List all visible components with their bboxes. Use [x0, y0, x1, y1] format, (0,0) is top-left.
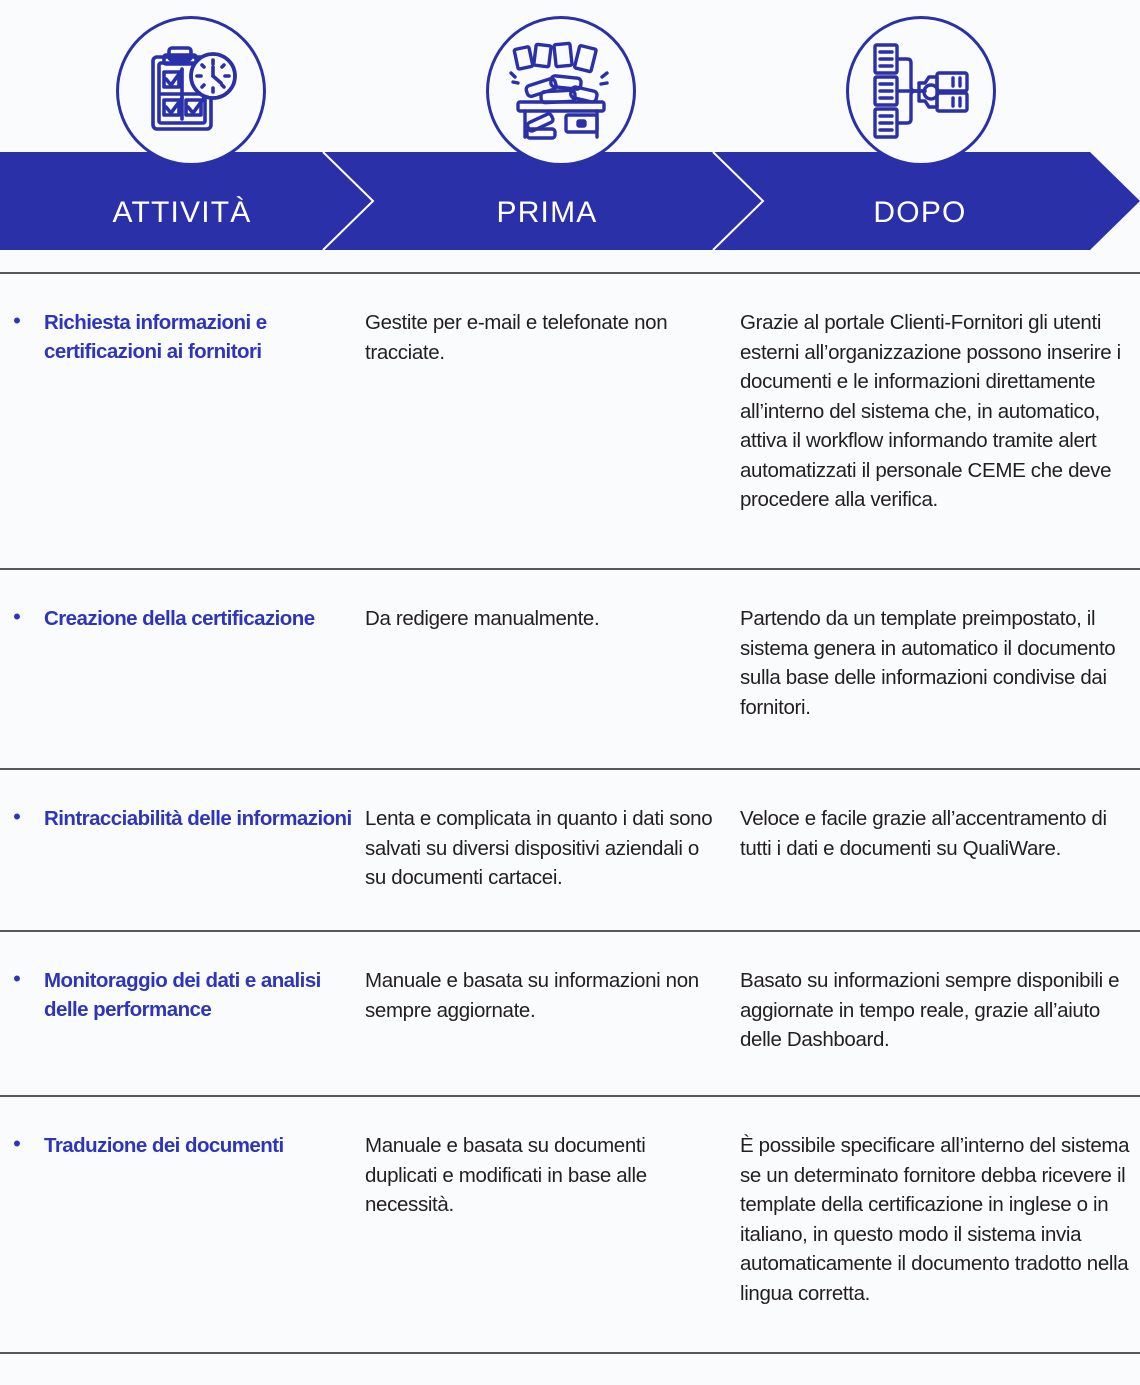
divider-bottom [0, 1352, 1140, 1354]
cell-before [365, 1131, 740, 1220]
table-row [0, 932, 1140, 1095]
process-banner-header [0, 0, 1140, 272]
cell-activity [0, 804, 365, 833]
bullet-icon: • [13, 966, 21, 991]
cell-before [365, 966, 740, 1025]
clipboard-checklist-clock-icon [139, 39, 243, 143]
comparison-table [0, 274, 1140, 1354]
cell-before [365, 308, 740, 367]
before-text: Gestite per e-mail e telefonate non tracciate. [365, 311, 668, 364]
icon-circle-attivita [116, 16, 266, 166]
after-text: Grazie al portale Clienti-Fornitori gli utenti esterni all’organizzazione possono inserire i documenti e le informazioni direttamente all’interno del sistema che, in automatico, attiva il workflow informando tramite alert automatizzati il personale CEME che deve procedere alla verifica. [740, 311, 1121, 511]
banner-label-attivita: ATTIVITÀ [112, 196, 252, 229]
cell-activity [0, 966, 365, 1024]
cell-after [740, 966, 1140, 1055]
icon-circle-prima [486, 16, 636, 166]
cell-after [740, 604, 1140, 722]
banner-label-prima: PRIMA [496, 196, 598, 229]
after-text: Basato su informazioni sempre disponibili e aggiornate in tempo reale, grazie all’aiuto delle Dashboard. [740, 969, 1120, 1051]
cell-before [365, 604, 740, 634]
table-row [0, 770, 1140, 930]
banner-arrow-shape [0, 152, 1140, 250]
documents-server-gear-icon [869, 39, 973, 143]
bullet-icon: • [13, 308, 21, 333]
bullet-icon: • [13, 604, 21, 629]
after-text: Veloce e facile grazie all’accentramento di tutti i dati e documenti su QualiWare. [740, 807, 1107, 860]
before-text: Lenta e complicata in quanto i dati sono salvati su diversi dispositivi aziendali o su documenti cartacei. [365, 807, 713, 889]
cell-activity [0, 308, 365, 366]
activity-label: Creazione della certificazione [44, 607, 315, 630]
activity-label: Monitoraggio dei dati e analisi delle performance [44, 969, 321, 1021]
messy-desk-papers-icon [509, 39, 613, 143]
after-text: È possibile specificare all’interno del sistema se un determinato fornitore debba ricevere il template della certificazione in inglese o in italiano, in questo modo il sistema invia automaticamente il documento tradotto nella lingua corretta. [740, 1134, 1130, 1305]
bullet-icon: • [13, 804, 21, 829]
after-text: Partendo da un template preimpostato, il sistema genera in automatico il documento sulla base delle informazioni condivise dai fornitori. [740, 607, 1116, 719]
cell-activity [0, 604, 365, 633]
banner-label-dopo: DOPO [873, 196, 967, 229]
activity-label: Rintracciabilità delle informazioni [44, 807, 352, 830]
before-text: Manuale e basata su documenti duplicati e modificati in base alle necessità. [365, 1134, 647, 1216]
cell-after [740, 804, 1140, 863]
activity-label: Traduzione dei documenti [44, 1134, 284, 1157]
table-row [0, 274, 1140, 568]
cell-after [740, 308, 1140, 515]
cell-before [365, 804, 740, 893]
bullet-icon: • [13, 1131, 21, 1156]
cell-after [740, 1131, 1140, 1308]
before-text: Manuale e basata su informazioni non sempre aggiornate. [365, 969, 699, 1022]
before-text: Da redigere manualmente. [365, 607, 600, 630]
table-row [0, 570, 1140, 768]
table-row [0, 1097, 1140, 1352]
icon-circle-dopo [846, 16, 996, 166]
activity-label: Richiesta informazioni e certificazioni ai fornitori [44, 311, 267, 363]
cell-activity [0, 1131, 365, 1160]
